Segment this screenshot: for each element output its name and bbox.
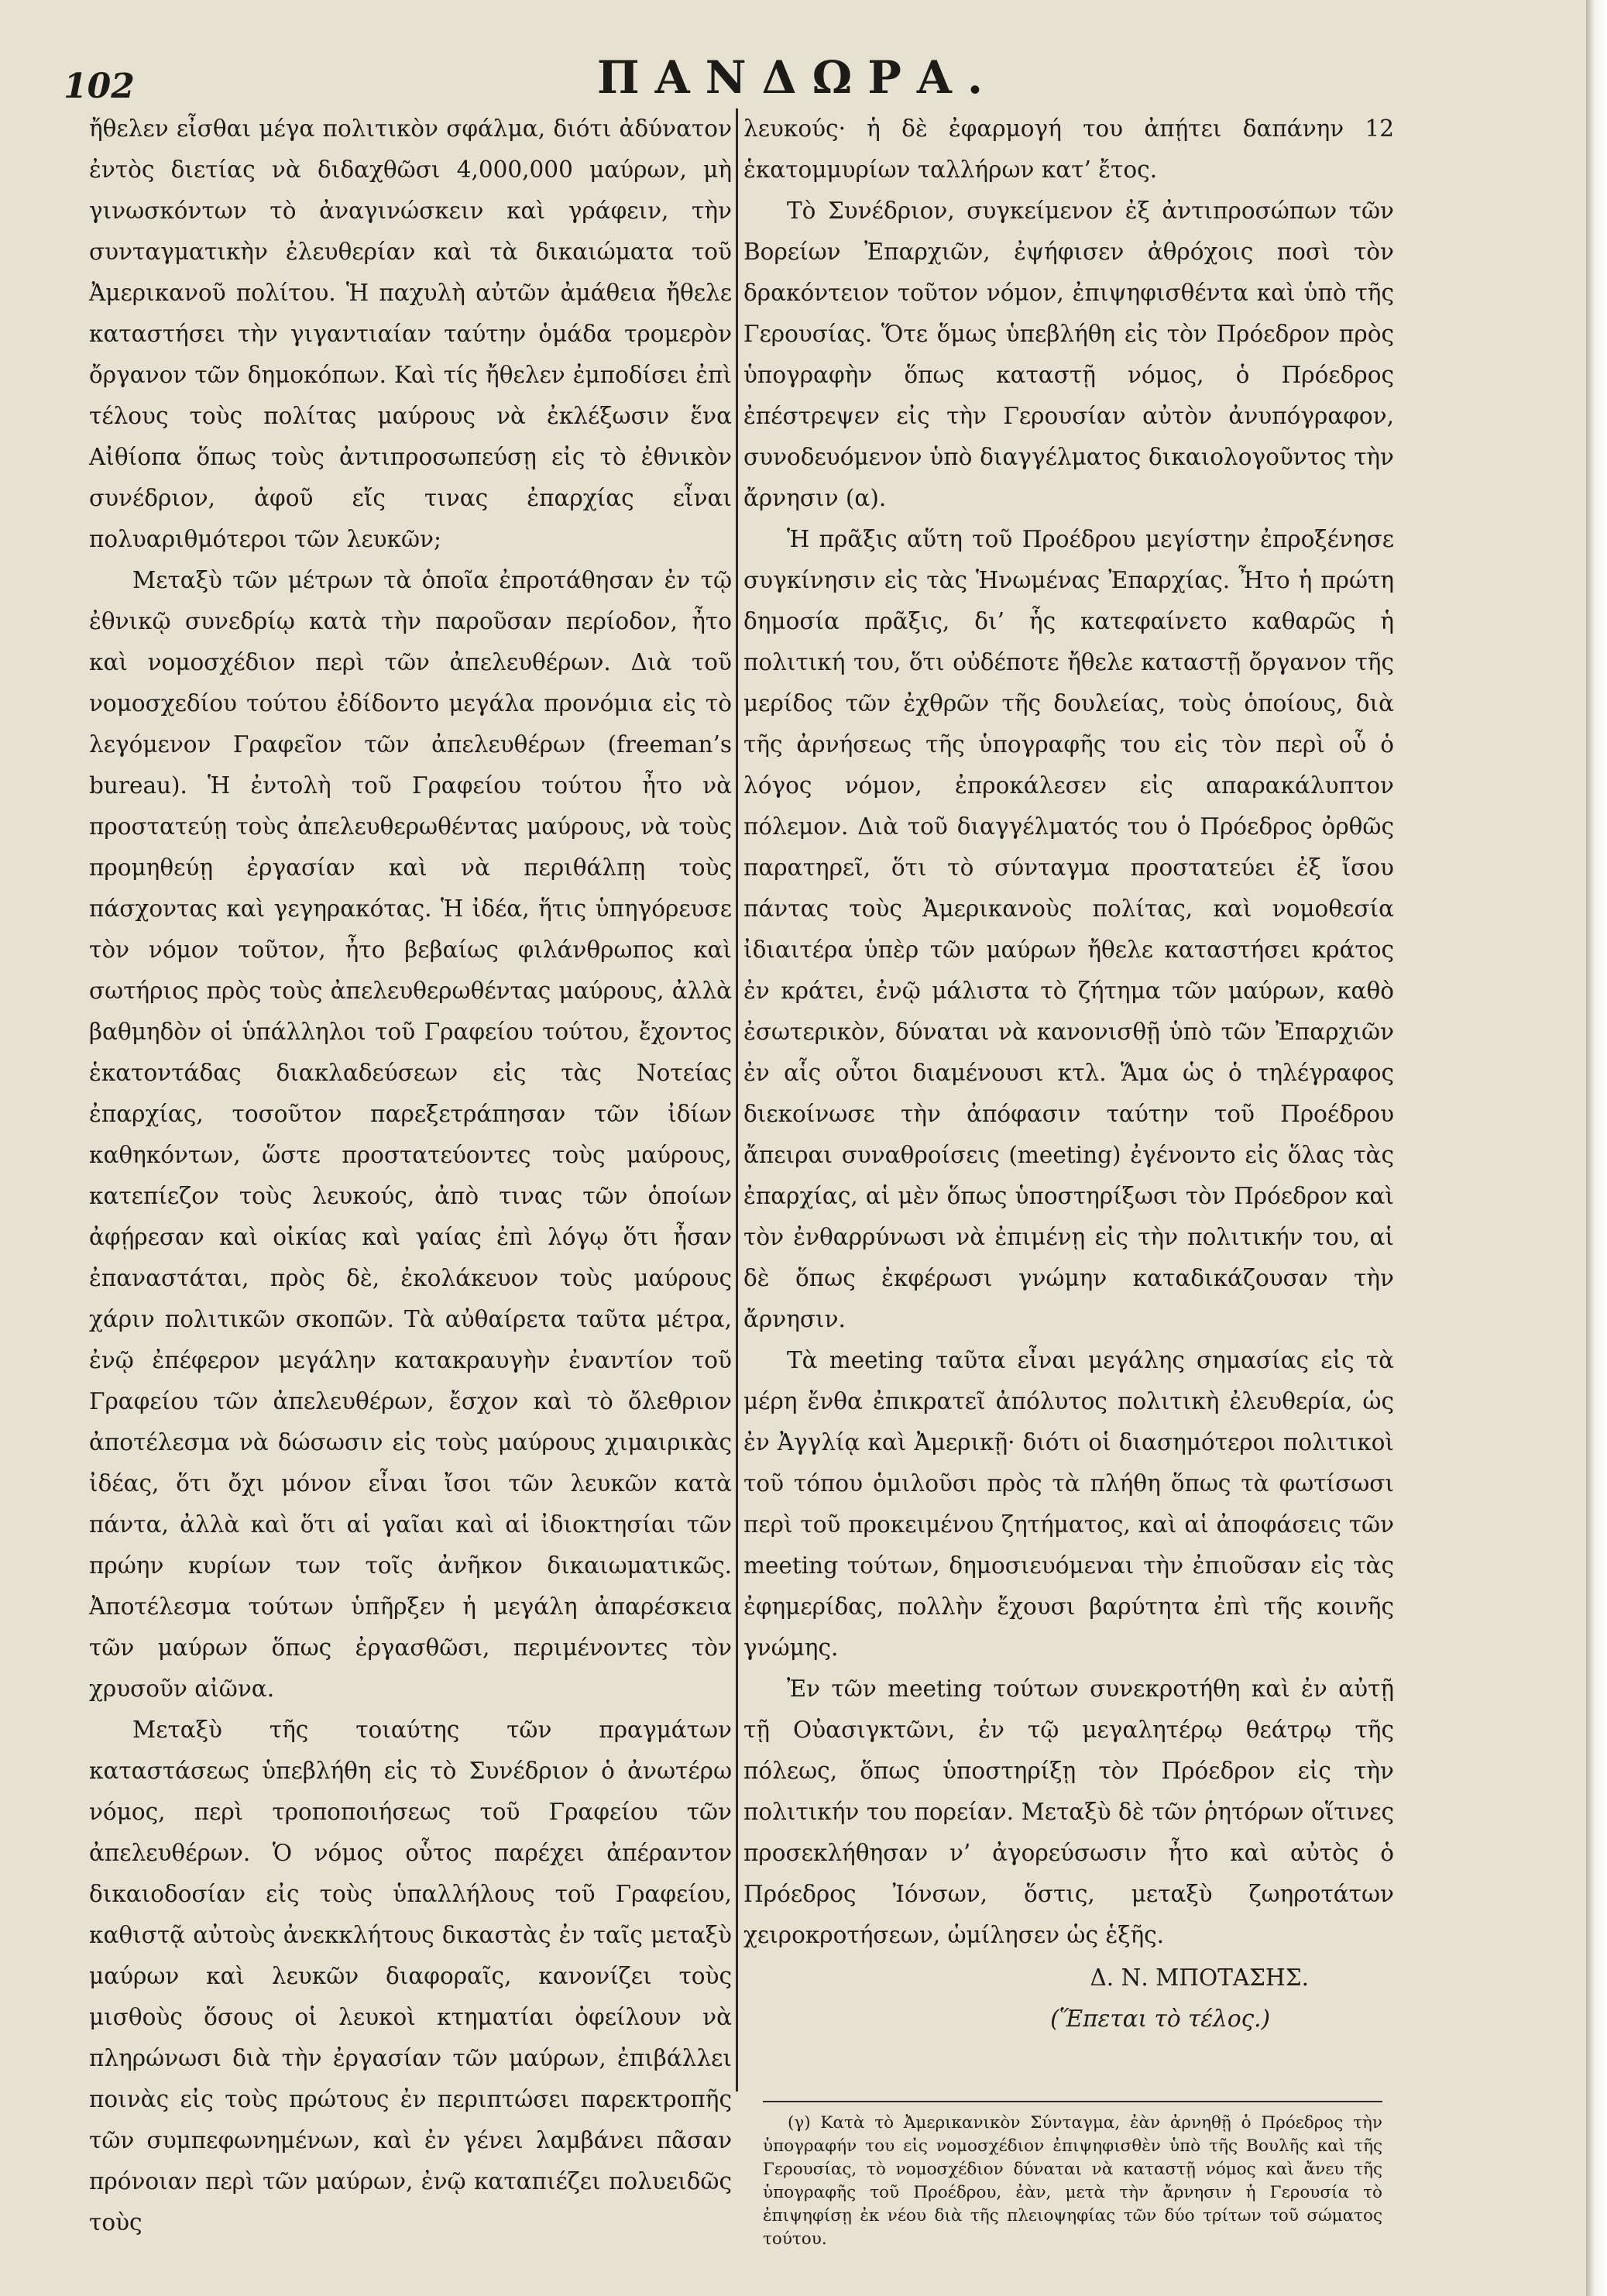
footnote-divider [763, 2101, 1382, 2102]
left-column [89, 108, 732, 2243]
author-signature: Δ. Ν. ΜΠΟΤΑΣΗΣ. [1090, 1964, 1309, 1991]
paragraph: Ἡ πρᾶξις αὕτη τοῦ Προέδρου μεγίστην ἐπροξένησε συγκίνησιν εἰς τὰς Ἡνωμένας Ἐπαρχίας. Ἦτο ἡ πρώτη δημοσία πρᾶξις, δι’ ἧς κατεφαίνετο καθαρῶς ἡ πολιτική του, ὅτι οὐδέποτε ἤθελε καταστῇ ὄργανον τῆς μερίδος τῶν ἐχθρῶν τῆς δουλείας, τοὺς ὁποίους, διὰ τῆς ἀρνήσεως τῆς ὑπογραφῆς του εἰς τὸν περὶ οὗ ὁ λόγος νόμον, ἐπροκάλεσεν εἰς απαρακάλυπτον πόλεμον. Διὰ τοῦ διαγγέλματός του ὁ Πρόεδρος ὀρθῶς παρατηρεῖ, ὅτι τὸ σύνταγμα προστατεύει ἐξ ἴσου πάντας τοὺς Ἀμερικανοὺς πολίτας, καὶ νομοθεσία ἰδιαιτέρα ὑπὲρ τῶν μαύρων ἤθελε καταστήσει κράτος ἐν κράτει, ἐνῷ μάλιστα τὸ ζήτημα τῶν μαύρων, καθὸ ἐσωτερικὸν, δύναται νὰ κανονισθῇ ὑπὸ τῶν Ἐπαρχιῶν ἐν αἷς οὗτοι διαμένουσι κτλ. Ἅμα ὡς ὁ τηλέγραφος διεκοίνωσε τὴν ἀπόφασιν ταύτην τοῦ Προέδρου ἄπειραι συναθροίσεις (meeting) ἐγένοντο εἰς ὅλας τὰς ἐπαρχίας, αἱ μὲν ὅπως ὑποστηρίξωσι τὸν Πρόεδρον καὶ τὸν ἐνθαρρύνωσι νὰ ἐπιμένῃ εἰς τὴν πολιτικήν του, αἱ δὲ ὅπως ἐκφέρωσι γνώμην καταδικάζουσαν τὴν ἄρνησιν. [743, 526, 1394, 1332]
paragraph: Μεταξὺ τῆς τοιαύτης τῶν πραγμάτων καταστάσεως ὑπεβλήθη εἰς τὸ Συνέδριον ὁ ἀνωτέρω νόμος, περὶ τροποποιήσεως τοῦ Γραφείου τῶν ἀπελευθέρων. Ὁ νόμος οὗτος παρέχει ἀπέραντον δικαιοδοσίαν εἰς τοὺς ὑπαλλήλους τοῦ Γραφείου, καθιστᾷ αὐτοὺς ἀνεκκλήτους δικαστὰς ἐν ταῖς μεταξὺ μαύρων καὶ λευκῶν διαφοραῖς, κανονίζει τοὺς μισθοὺς ὅσους οἱ λευκοὶ κτηματίαι ὀφείλουν νὰ πληρώνωσι διὰ τὴν ἐργασίαν τῶν μαύρων, ἐπιβάλλει ποινὰς εἰς τοὺς πρώτους ἐν περιπτώσει παρεκτροπῆς τῶν συμπεφωνημένων, καὶ ἐν γένει λαμβάνει πᾶσαν πρόνοιαν περὶ τῶν μαύρων, ἐνῷ καταπιέζει πολυειδῶς τοὺς [89, 1717, 732, 2236]
paragraph: Ἐν τῶν meeting τούτων συνεκροτήθη καὶ ἐν αὐτῇ τῇ Οὐασιγκτῶνι, ἐν τῷ μεγαλητέρῳ θεάτρῳ τῆς πόλεως, ὅπως ὑποστηρίξῃ τὸν Πρόεδρον εἰς τὴν πολιτικήν του πορείαν. Μεταξὺ δὲ τῶν ῥητόρων οἵτινες προσεκλήθησαν ν’ ἀγορεύσωσιν ἦτο καὶ αὐτὸς ὁ Πρόεδρος Ἰόνσων, ὅστις, μεταξὺ ζωηροτάτων χειροκροτήσεων, ὡμίλησεν ὡς ἑξῆς. [743, 1676, 1394, 1948]
page-number: 102 [64, 67, 135, 106]
paragraph: λευκούς· ἡ δὲ ἐφαρμογή του ἀπῄτει δαπάνην 12 ἑκατομμυρίων ταλλήρων κατ’ ἔτος. [743, 115, 1394, 183]
column-divider [736, 108, 738, 2091]
page-edge [1586, 0, 1607, 2296]
paragraph: ἤθελεν εἶσθαι μέγα πολιτικὸν σφάλμα, διότι ἀδύνατον ἐντὸς διετίας νὰ διδαχθῶσι 4,000,000 μαύρων, μὴ γινωσκόντων τὸ ἀναγινώσκειν καὶ γράφειν, τὴν συνταγματικὴν ἐλευθερίαν καὶ τὰ δικαιώματα τοῦ Ἀμερικανοῦ πολίτου. Ἡ παχυλὴ αὐτῶν ἀμάθεια ἤθελε καταστήσει τὴν γιγαντιαίαν ταύτην ὁμάδα τρομερὸν ὄργανον τῶν δημοκόπων. Καὶ τίς ἤθελεν ἐμποδίσει ἐπὶ τέλους τοὺς πολίτας μαύρους νὰ ἐκλέξωσιν ἕνα Αἰθίοπα ὅπως τοὺς ἀντιπροσωπεύσῃ εἰς τὸ ἐθνικὸν συνέδριον, ἀφοῦ εἴς τινας ἐπαρχίας εἶναι πολυαριθμότεροι τῶν λευκῶν; [89, 115, 732, 552]
paragraph: Μεταξὺ τῶν μέτρων τὰ ὁποῖα ἐπροτάθησαν ἐν τῷ ἐθνικῷ συνεδρίῳ κατὰ τὴν παροῦσαν περίοδον, ἦτο καὶ νομοσχέδιον περὶ τῶν ἀπελευθέρων. Διὰ τοῦ νομοσχεδίου τούτου ἐδίδοντο μεγάλα προνόμια εἰς τὸ λεγόμενον Γραφεῖον τῶν ἀπελευθέρων (freeman’s bureau). Ἡ ἐντολὴ τοῦ Γραφείου τούτου ἦτο νὰ προστατεύῃ τοὺς ἀπελευθερωθέντας μαύρους, νὰ τοὺς προμηθεύῃ ἐργασίαν καὶ νὰ περιθάλπῃ τοὺς πάσχοντας καὶ γεγηρακότας. Ἡ ἰδέα, ἥτις ὑπηγόρευσε τὸν νόμον τοῦτον, ἦτο βεβαίως φιλάνθρωπος καὶ σωτήριος πρὸς τοὺς ἀπελευθερωθέντας μαύρους, ἀλλὰ βαθμηδὸν οἱ ὑπάλληλοι τοῦ Γραφείου τούτου, ἔχοντος ἑκατοντάδας διακλαδεύσεων εἰς τὰς Νοτείας ἐπαρχίας, τοσοῦτον παρεξετράπησαν τῶν ἰδίων καθηκόντων, ὥστε προστατεύοντες τοὺς μαύρους, κατεπίεζον τοὺς λευκούς, ἀπὸ τινας τῶν ὁποίων ἀφῄρεσαν καὶ οἰκίας καὶ γαίας ἐπὶ λόγῳ ὅτι ἦσαν ἐπαναστάται, πρὸς δὲ, ἐκολάκευον τοὺς μαύρους χάριν πολιτικῶν σκοπῶν. Τὰ αὐθαίρετα ταῦτα μέτρα, ἐνῷ ἐπέφερον μεγάλην κατακραυγὴν ἐναντίον τοῦ Γραφείου τῶν ἀπελευθέρων, ἔσχον καὶ τὸ ὄλεθριον ἀποτέλεσμα νὰ δώσωσιν εἰς τοὺς μαύρους χιμαιρικὰς ἰδέας, ὅτι ὄχι μόνον εἶναι ἴσοι τῶν λευκῶν κατὰ πάντα, ἀλλὰ καὶ ὅτι αἱ γαῖαι καὶ αἱ ἰδιοκτησίαι τῶν πρώην κυρίων των τοῖς ἀνῆκον δικαιωματικῶς. Ἀποτέλεσμα τούτων ὑπῆρξεν ἡ μεγάλη ἀπαρέσκεια τῶν μαύρων ὅπως ἐργασθῶσι, περιμένοντες τὸν χρυσοῦν αἰῶνα. [89, 567, 732, 1702]
paragraph: Τὰ meeting ταῦτα εἶναι μεγάλης σημασίας εἰς τὰ μέρη ἔνθα ἐπικρατεῖ ἀπόλυτος πολιτικὴ ἐλευθερία, ὡς ἐν Ἀγγλίᾳ καὶ Ἀμερικῇ· διότι οἱ διασημότεροι πολιτικοὶ τοῦ τόπου ὁμιλοῦσι πρὸς τὰ πλήθη ὅπως τὰ φωτίσωσι περὶ τοῦ προκειμένου ζητήματος, καὶ αἱ ἀποφάσεις τῶν meeting τούτων, δημοσιευόμεναι τὴν ἐπιοῦσαν εἰς τὰς ἐφημερίδας, πολλὴν ἔχουσι βαρύτητα ἐπὶ τῆς κοινῆς γνώμης. [743, 1347, 1394, 1661]
continuation-note: (Ἕπεται τὸ τέλος.) [1050, 2006, 1270, 2032]
publication-title: ΠΑΝΔΩΡΑ. [596, 51, 999, 104]
right-column [743, 108, 1394, 2040]
page-header [23, 37, 1572, 111]
footnote: (γ) Κατὰ τὸ Ἀμερικανικὸν Σύνταγμα, ἐὰν ἀρνηθῇ ὁ Πρόεδρος τὴν ὑπογραφήν του εἰς νομοσχέδιον ἐπιψηφισθὲν ὑπὸ τῆς Βουλῆς καὶ τῆς Γερουσίας, τὸ νομοσχέδιον δύναται νὰ καταστῇ νόμος καὶ ἄνευ τῆς ὑπογραφῆς τοῦ Προέδρου, ἐὰν, μετὰ τὴν ἄρνησιν ἡ Γερουσία τὸ ἐπιψηφίσῃ ἐκ νέου διὰ τῆς πλειοψηφίας τῶν δύο τρίτων τοῦ σώματος τούτου. [763, 2113, 1382, 2249]
paragraph: Τὸ Συνέδριον, συγκείμενον ἐξ ἀντιπροσώπων τῶν Βορείων Ἐπαρχιῶν, ἐψήφισεν ἀθρόχοις ποσὶ τὸν δρακόντειον τοῦτον νόμον, ἐπιψηφισθέντα καὶ ὑπὸ τῆς Γερουσίας. Ὅτε ὅμως ὑπεβλήθη εἰς τὸν Πρόεδρον πρὸς ὑπογραφὴν ὅπως καταστῇ νόμος, ὁ Πρόεδρος ἐπέστρεψεν εἰς τὴν Γερουσίαν αὐτὸν ἀνυπόγραφον, συνοδευόμενον ὑπὸ διαγγέλματος δικαιολογοῦντος τὴν ἄρνησιν (α). [743, 198, 1394, 511]
